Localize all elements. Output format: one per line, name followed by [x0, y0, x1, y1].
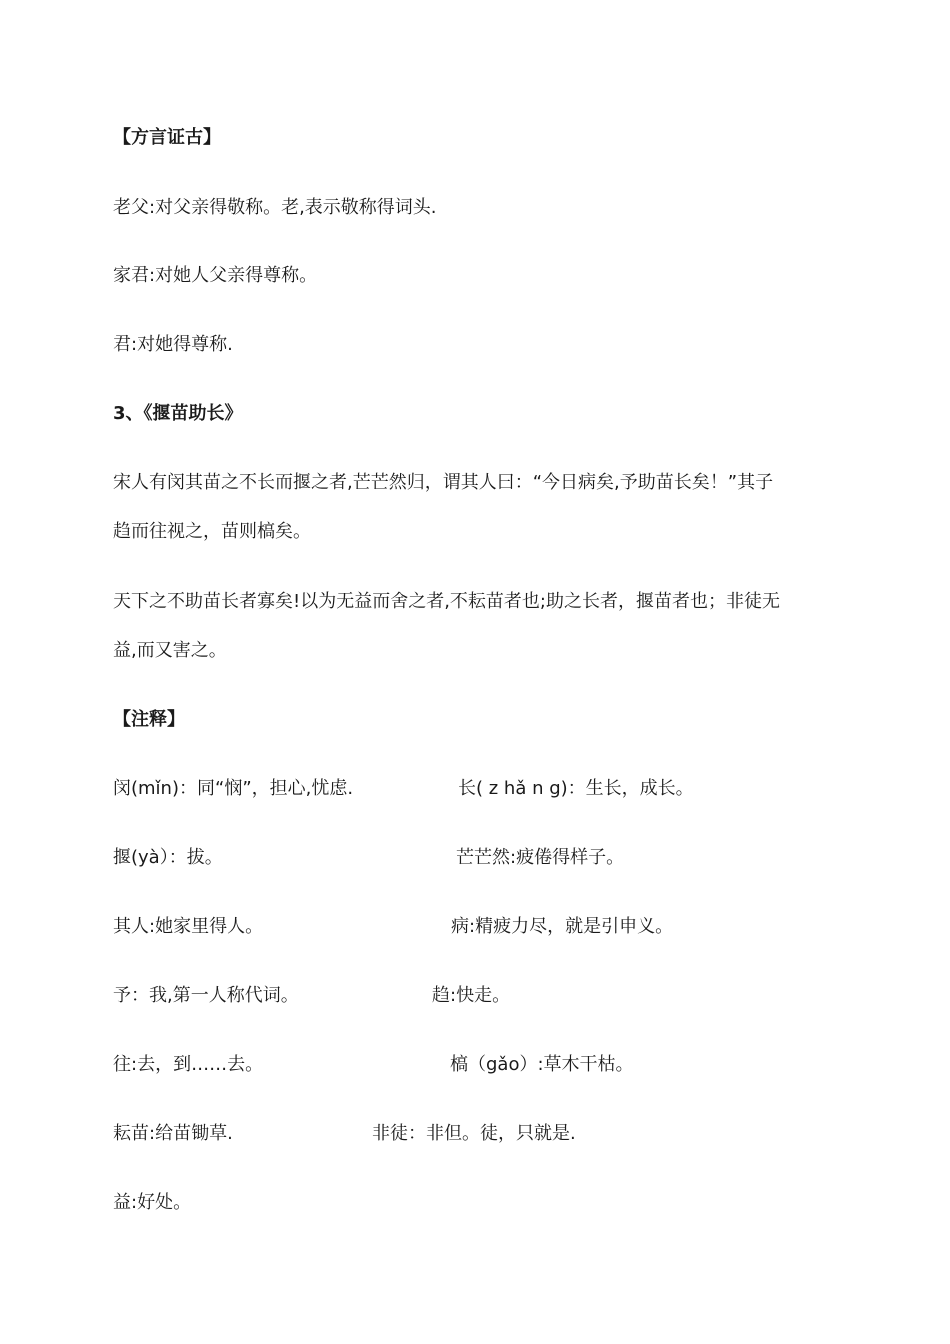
notes-heading: 【注释】 — [113, 709, 185, 730]
definition-laofu: 老父:对父亲得敬称。老,表示敬称得词头. — [113, 197, 437, 218]
note-zhang: 长( z hǎ n g)：生长，成长。 — [458, 778, 694, 799]
definition-jun: 君:对她得尊称. — [113, 334, 233, 355]
note-wang: 往:去，到……去。 — [113, 1054, 264, 1075]
note-yu: 予：我,第一人称代词。 — [113, 985, 299, 1006]
note-qu: 趋:快走。 — [432, 985, 511, 1006]
note-ya: 揠(yà）：拔。 — [113, 847, 223, 868]
story-paragraph-1-line-2: 趋而往视之，苗则槁矣。 — [113, 521, 311, 542]
note-feitu: 非徒：非但。徒，只就是. — [372, 1123, 576, 1144]
story-paragraph-1-line-1: 宋人有闵其苗之不长而揠之者,芒芒然归，谓其人曰：“今日病矣,予助苗长矣！”其子 — [113, 472, 774, 493]
definition-jiajun: 家君:对她人父亲得尊称。 — [113, 265, 318, 286]
story-title: 3、《揠苗助长》 — [113, 403, 243, 424]
note-min: 闵(mǐn)：同“悯”，担心,忧虑. — [113, 778, 354, 799]
note-mangmangran: 芒芒然:疲倦得样子。 — [456, 847, 625, 868]
note-yi: 益:好处。 — [113, 1192, 192, 1213]
note-bing: 病:精疲力尽，就是引申义。 — [451, 916, 674, 937]
note-gao: 槁（gǎo）:草木干枯。 — [450, 1054, 634, 1075]
note-yunmiao: 耘苗:给苗锄草. — [113, 1123, 233, 1144]
section-heading-fangyan: 【方言证古】 — [113, 127, 221, 148]
story-paragraph-2-line-2: 益,而又害之。 — [113, 640, 227, 661]
note-qiren: 其人:她家里得人。 — [113, 916, 264, 937]
story-paragraph-2-line-1: 天下之不助苗长者寡矣!以为无益而舍之者,不耘苗者也;助之长者，揠苗者也；非徒无 — [113, 591, 780, 612]
